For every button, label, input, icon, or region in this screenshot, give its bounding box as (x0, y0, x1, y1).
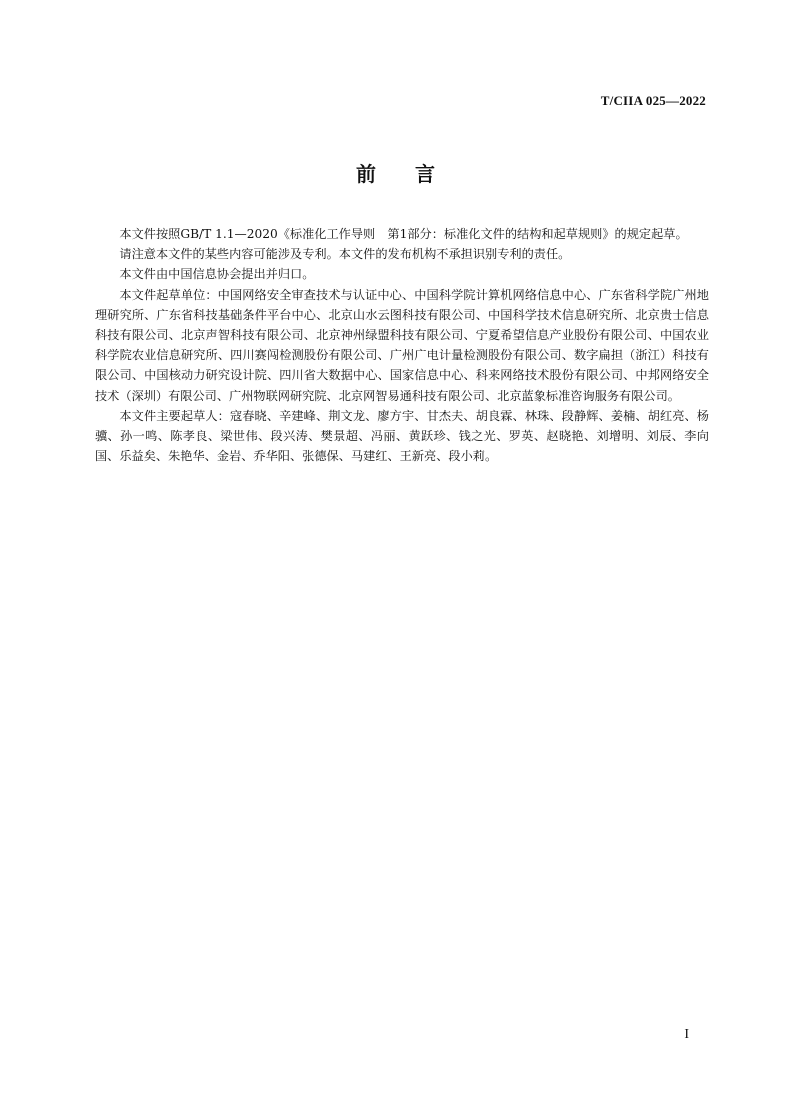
page-title (0, 158, 792, 187)
foreword-body (95, 224, 709, 466)
paragraph-drafting-organizations: 本文件起草单位：中国网络安全审查技术与认证中心、中国科学院计算机网络信息中心、广东省科学院广州地理研究所、广东省科技基础条件平台中心、北京山水云图科技有限公司、中国科学技术信息研究所、北京贵士信息科技有限公司、北京声智科技有限公司、北京神州绿盟科技有限公司、宁夏希望信息产业股份有限公司、中国农业科学院农业信息研究所、四川赛闯检测股份有限公司、广州广电计量检测股份有限公司、数字扁担（浙江）科技有限公司、中国核动力研究设计院、四川省大数据中心、国家信息中心、科来网络技术股份有限公司、中邦网络安全技术（深圳）有限公司、广州物联网研究院、北京网智易通科技有限公司、北京蓝象标准咨询服务有限公司。 (95, 287, 709, 403)
paragraph-patent-notice: 请注意本文件的某些内容可能涉及专利。本文件的发布机构不承担识别专利的责任。 (119, 247, 571, 262)
paragraph-proposer: 本文件由中国信息协会提出并归口。 (119, 267, 315, 282)
title-char-1: 前 (356, 162, 377, 186)
paragraph-drafting-rules: 本文件按照GB/T 1.1—2020《标准化工作导则 第1部分：标准化文件的结构和起草规则》的规定起草。 (119, 227, 688, 241)
document-code: T/CIIA 025—2022 (600, 93, 706, 108)
paragraph-drafters: 本文件主要起草人：寇春晓、辛建峰、荆文龙、廖方宇、甘杰夫、胡良霖、林珠、段静辉、姜楠、胡红亮、杨骥、孙一鸣、陈孝良、梁世伟、段兴涛、樊景超、冯丽、黄跃珍、钱之光、罗英、赵晓艳、刘增明、刘辰、李向国、乐益矣、朱艳华、金岩、乔华阳、张德保、马建红、王新亮、段小莉。 (95, 408, 709, 464)
page-number: I (684, 1027, 689, 1042)
title-char-2: 言 (415, 162, 436, 186)
